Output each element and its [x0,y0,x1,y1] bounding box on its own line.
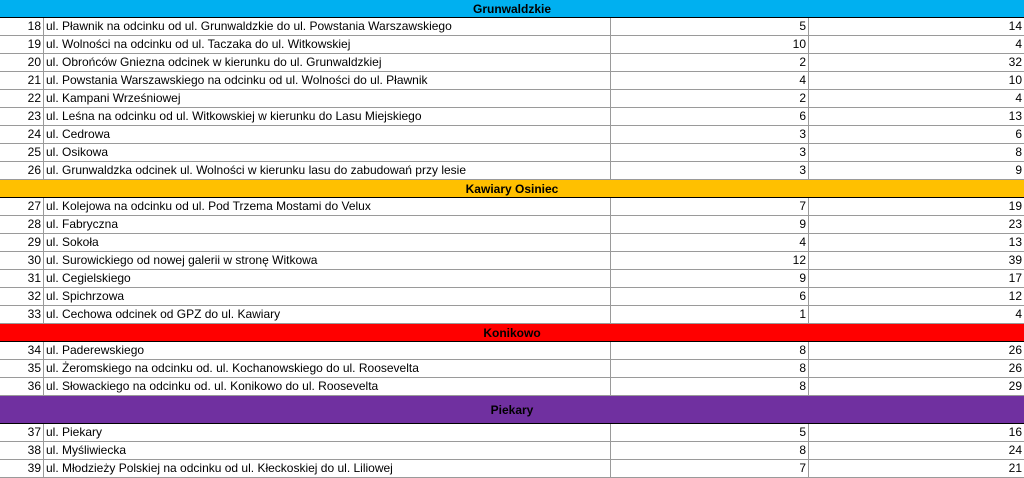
value-b-cell[interactable]: 29 [1008,379,1022,393]
value-a-cell[interactable]: 2 [610,54,809,71]
value-b-cell[interactable]: 10 [1008,73,1022,87]
value-b-cell[interactable]: 4 [1015,307,1022,321]
street-name-cell[interactable]: ul. Sokoła [46,235,99,249]
street-name-cell[interactable]: ul. Słowackiego na odcinku od. ul. Konikowo do ul. Roosevelta [46,379,379,393]
row-number-cell[interactable]: 38 [0,442,44,459]
row-number-cell[interactable]: 32 [0,288,44,305]
street-name-cell[interactable]: ul. Fabryczna [46,217,119,231]
table-row [0,162,1024,180]
street-name-cell[interactable]: ul. Cegielskiego [46,271,131,285]
value-b-cell[interactable]: 6 [1015,127,1022,141]
value-a-cell[interactable]: 4 [610,72,809,89]
row-number-cell[interactable]: 22 [0,90,44,107]
value-b-cell[interactable]: 14 [1008,19,1022,33]
row-number-cell[interactable]: 18 [0,18,44,35]
street-name-cell[interactable]: ul. Cedrowa [46,127,111,141]
row-number-cell[interactable]: 25 [0,144,44,161]
street-name-cell[interactable]: ul. Kampani Wrześniowej [46,91,181,105]
table-row [0,252,1024,270]
table-row [0,126,1024,144]
value-a-cell[interactable]: 5 [610,18,809,35]
value-b-cell[interactable]: 26 [1008,361,1022,375]
value-a-cell[interactable]: 3 [610,144,809,161]
table-row [0,378,1024,396]
street-name-cell[interactable]: ul. Cechowa odcinek od GPZ do ul. Kawiary [46,307,281,321]
value-b-cell[interactable]: 13 [1008,109,1022,123]
table-row [0,360,1024,378]
street-name-cell[interactable]: ul. Myśliwiecka [46,443,127,457]
value-b-cell[interactable]: 26 [1008,343,1022,357]
table-row [0,216,1024,234]
value-a-cell[interactable]: 3 [610,162,809,179]
street-name-cell[interactable]: ul. Powstania Warszawskiego na odcinku od ul. Wolności do ul. Pławnik [46,73,428,87]
row-number-cell[interactable]: 30 [0,252,44,269]
value-b-cell[interactable]: 16 [1008,425,1022,439]
street-name-cell[interactable]: ul. Młodzieży Polskiej na odcinku od ul. Kłeckoskiej do ul. Liliowej [46,461,393,475]
row-number-cell[interactable]: 37 [0,424,44,441]
table-row [0,54,1024,72]
value-b-cell[interactable]: 21 [1008,461,1022,475]
table-row [0,36,1024,54]
street-name-cell[interactable]: ul. Kolejowa na odcinku od ul. Pod Trzema Mostami do Velux [46,199,371,213]
row-number-cell[interactable]: 23 [0,108,44,125]
value-a-cell[interactable]: 10 [610,36,809,53]
street-name-cell[interactable]: ul. Spichrzowa [46,289,125,303]
value-b-cell[interactable]: 17 [1008,271,1022,285]
value-a-cell[interactable]: 12 [610,252,809,269]
value-b-cell[interactable]: 23 [1008,217,1022,231]
value-b-cell[interactable]: 12 [1008,289,1022,303]
value-b-cell[interactable]: 4 [1015,91,1022,105]
value-a-cell[interactable]: 9 [610,270,809,287]
table-row [0,270,1024,288]
section-header-grunwaldzkie: Grunwaldzkie [0,0,1024,18]
row-number-cell[interactable]: 35 [0,360,44,377]
street-name-cell[interactable]: ul. Osikowa [46,145,109,159]
value-a-cell[interactable]: 4 [610,234,809,251]
row-number-cell[interactable]: 24 [0,126,44,143]
value-b-cell[interactable]: 24 [1008,443,1022,457]
row-number-cell[interactable]: 26 [0,162,44,179]
table-row [0,442,1024,460]
table-row [0,288,1024,306]
row-number-cell[interactable]: 34 [0,342,44,359]
table-row [0,198,1024,216]
row-number-cell[interactable]: 21 [0,72,44,89]
value-a-cell[interactable]: 8 [610,442,809,459]
value-b-cell[interactable]: 4 [1015,37,1022,51]
row-number-cell[interactable]: 20 [0,54,44,71]
row-number-cell[interactable]: 28 [0,216,44,233]
street-name-cell[interactable]: ul. Obrońców Gniezna odcinek w kierunku do ul. Grunwaldzkiej [46,55,382,69]
value-a-cell[interactable]: 6 [610,288,809,305]
value-b-cell[interactable]: 19 [1008,199,1022,213]
table-row [0,72,1024,90]
table-row [0,144,1024,162]
value-a-cell[interactable]: 9 [610,216,809,233]
value-b-cell[interactable]: 8 [1015,145,1022,159]
row-number-cell[interactable]: 33 [0,306,44,323]
value-a-cell[interactable]: 8 [610,378,809,395]
street-name-cell[interactable]: ul. Żeromskiego na odcinku od. ul. Kochanowskiego do ul. Roosevelta [46,361,419,375]
street-name-cell[interactable]: ul. Leśna na odcinku od ul. Witkowskiej w kierunku do Lasu Miejskiego [46,109,422,123]
value-b-cell[interactable]: 13 [1008,235,1022,249]
table-row [0,460,1024,478]
table-row [0,234,1024,252]
value-b-cell[interactable]: 32 [1008,55,1022,69]
table-row [0,424,1024,442]
section-header-konikowo: Konikowo [0,324,1024,342]
value-a-cell[interactable]: 8 [610,360,809,377]
table-row [0,18,1024,36]
row-number-cell[interactable]: 36 [0,378,44,395]
street-name-cell[interactable]: ul. Surowickiego od nowej galerii w stronę Witkowa [46,253,318,267]
row-number-cell[interactable]: 31 [0,270,44,287]
section-header-kawiary-osiniec: Kawiary Osiniec [0,180,1024,198]
value-a-cell[interactable]: 8 [610,342,809,359]
value-a-cell[interactable]: 1 [610,306,809,323]
row-number-cell[interactable]: 29 [0,234,44,251]
street-name-cell[interactable]: ul. Grunwaldzka odcinek ul. Wolności w kierunku lasu do zabudowań przy lesie [46,163,466,177]
table-row [0,306,1024,324]
value-b-cell[interactable]: 9 [1015,163,1022,177]
table-row [0,108,1024,126]
value-b-cell[interactable]: 39 [1008,253,1022,267]
table-row [0,342,1024,360]
table-row [0,90,1024,108]
street-name-cell[interactable]: ul. Piekary [46,425,103,439]
value-a-cell[interactable]: 7 [610,460,809,477]
value-a-cell[interactable]: 5 [610,424,809,441]
section-header-piekary: Piekary [0,396,1024,424]
value-a-cell[interactable]: 2 [610,90,809,107]
value-a-cell[interactable]: 7 [610,198,809,215]
row-number-cell[interactable]: 27 [0,198,44,215]
street-name-cell[interactable]: ul. Wolności na odcinku od ul. Taczaka do ul. Witkowskiej [46,37,351,51]
row-number-cell[interactable]: 19 [0,36,44,53]
street-name-cell[interactable]: ul. Pławnik na odcinku od ul. Grunwaldzkie do ul. Powstania Warszawskiego [46,19,452,33]
row-number-cell[interactable]: 39 [0,460,44,477]
value-a-cell[interactable]: 3 [610,126,809,143]
value-a-cell[interactable]: 6 [610,108,809,125]
street-name-cell[interactable]: ul. Paderewskiego [46,343,145,357]
